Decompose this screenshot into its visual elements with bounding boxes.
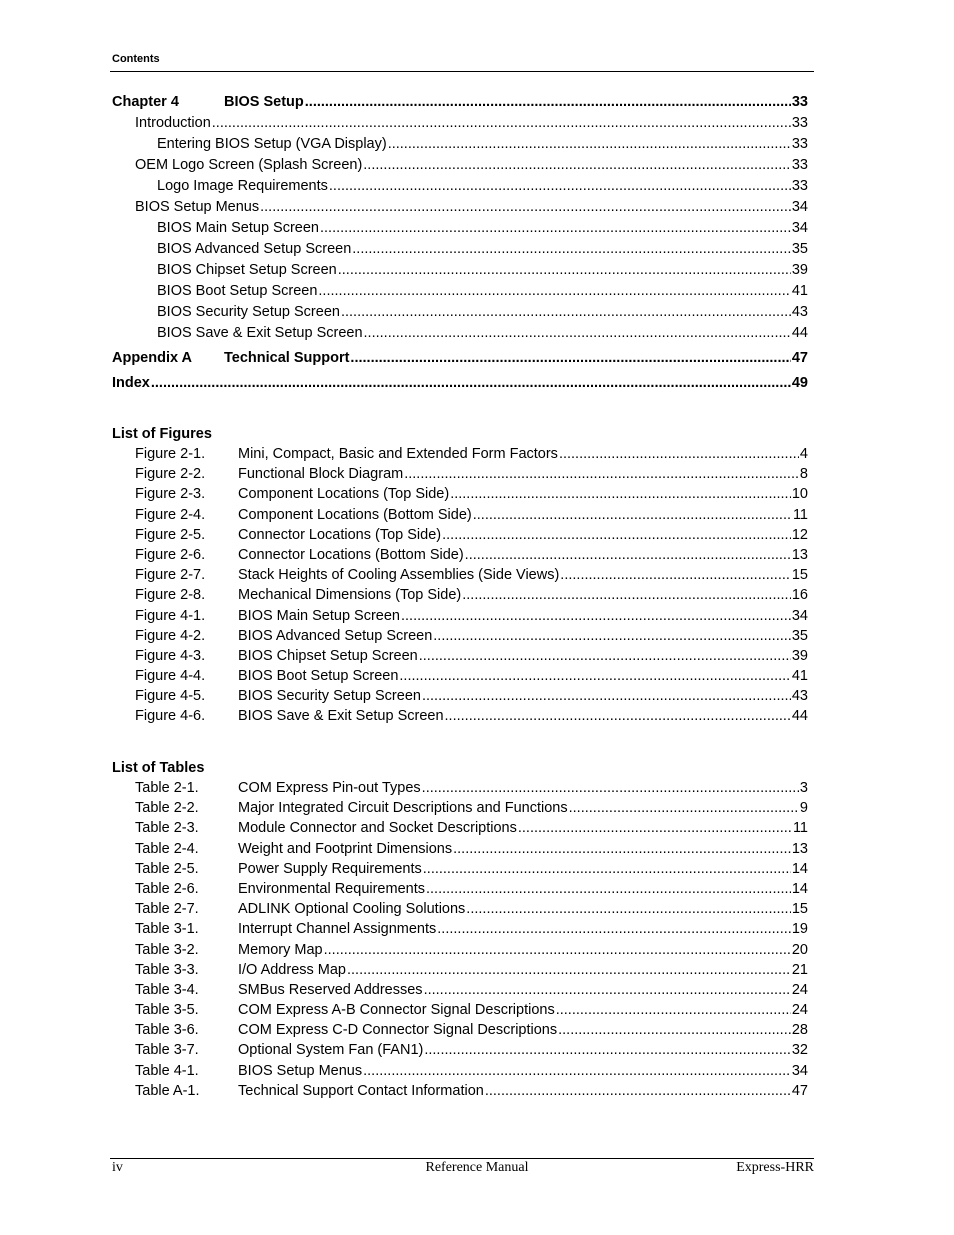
entry-label: Figure 2-1. — [135, 446, 206, 462]
entry-page: 12 — [791, 526, 808, 543]
entry-label: Table 3-6. — [135, 1022, 199, 1039]
entry-title: OEM Logo Screen (Splash Screen) — [135, 157, 363, 173]
entry-title: I/O Address Map — [238, 961, 346, 978]
entry-page: 11 — [792, 820, 808, 837]
dot-leader — [426, 879, 791, 899]
entry-page: 3 — [799, 780, 808, 796]
entry-label: Table 2-1. — [135, 780, 199, 796]
entry-label: Table 3-7. — [135, 1042, 199, 1059]
footer-rule — [110, 1158, 814, 1159]
chapter-title: BIOS Setup — [224, 94, 304, 110]
entry-label: Table 3-1. — [135, 921, 199, 938]
entry-title: Environmental Requirements — [238, 880, 425, 897]
appendix-label: Appendix A — [112, 350, 193, 366]
chapter-label: Chapter 4 — [112, 94, 179, 110]
entry-title: Connector Locations (Bottom Side) — [238, 546, 464, 563]
dot-leader — [559, 444, 799, 464]
table-entry[interactable] — [112, 960, 808, 980]
dot-leader — [352, 239, 791, 260]
entry-title: BIOS Save & Exit Setup Screen — [238, 708, 444, 725]
dot-leader — [151, 373, 791, 394]
entry-title: BIOS Security Setup Screen — [157, 304, 340, 320]
entry-title: Connector Locations (Top Side) — [238, 526, 442, 543]
table-entry[interactable] — [112, 1040, 808, 1060]
entry-title: Technical Support Contact Information — [238, 1082, 484, 1099]
footer-page-number: iv — [112, 1160, 123, 1175]
entry-title: Functional Block Diagram — [238, 466, 404, 483]
entry-title: BIOS Save & Exit Setup Screen — [157, 325, 363, 341]
footer-product: Express-HRR — [736, 1160, 814, 1175]
entry-page: 47 — [791, 1082, 808, 1099]
toc-entries — [112, 113, 808, 344]
entry-page: 43 — [791, 304, 808, 320]
entry-page: 28 — [791, 1022, 808, 1039]
figure-list — [112, 444, 808, 727]
entry-title: COM Express C-D Connector Signal Descriptions — [238, 1022, 558, 1039]
dot-leader — [318, 281, 790, 302]
table-entry[interactable] — [112, 798, 808, 818]
entry-page: 21 — [791, 961, 808, 978]
figure-entry[interactable] — [112, 505, 808, 525]
table-entry[interactable] — [112, 859, 808, 879]
dot-leader — [423, 859, 791, 879]
table-entry[interactable] — [112, 879, 808, 899]
figure-entry[interactable] — [112, 646, 808, 666]
dot-leader — [338, 260, 791, 281]
dot-leader — [445, 706, 791, 726]
entry-label: Table 2-5. — [135, 860, 199, 877]
figure-entry[interactable] — [112, 686, 808, 706]
table-entry[interactable] — [112, 919, 808, 939]
header-rule — [110, 71, 814, 72]
toc-entry[interactable] — [112, 260, 808, 281]
dot-leader — [556, 1000, 791, 1020]
table-entry[interactable] — [112, 940, 808, 960]
entry-label: Table 2-4. — [135, 840, 199, 857]
entry-title: BIOS Chipset Setup Screen — [157, 262, 337, 278]
dot-leader — [453, 839, 791, 859]
entry-page: 14 — [791, 880, 808, 897]
dot-leader — [404, 464, 799, 484]
entry-page: 33 — [791, 178, 808, 194]
dot-leader — [347, 960, 791, 980]
table-list — [112, 778, 808, 1101]
entry-page: 39 — [791, 262, 808, 278]
table-entry[interactable] — [112, 899, 808, 919]
dot-leader — [341, 302, 791, 323]
entry-label: Table 3-5. — [135, 1002, 199, 1019]
figure-entry[interactable] — [112, 706, 808, 726]
toc-entry[interactable] — [112, 302, 808, 323]
entry-title: BIOS Setup Menus — [238, 1062, 363, 1079]
entry-title: BIOS Boot Setup Screen — [157, 283, 318, 299]
entry-page: 24 — [791, 1002, 808, 1019]
entry-page: 34 — [791, 220, 808, 236]
toc-entry[interactable] — [112, 176, 808, 197]
dot-leader — [399, 666, 790, 686]
toc-entry[interactable] — [112, 197, 808, 218]
entry-page: 13 — [791, 546, 808, 563]
entry-title: Stack Heights of Cooling Assemblies (Side Views) — [238, 567, 560, 584]
table-entry[interactable] — [112, 1000, 808, 1020]
dot-leader — [560, 565, 791, 585]
entry-page: 20 — [791, 941, 808, 958]
index-page: 49 — [791, 375, 808, 391]
chapter-page: 33 — [791, 94, 808, 110]
dot-leader — [363, 1061, 791, 1081]
entry-title: Memory Map — [238, 941, 323, 958]
entry-title: BIOS Advanced Setup Screen — [238, 627, 433, 644]
entry-label: Table 3-4. — [135, 981, 199, 998]
table-entry[interactable] — [112, 778, 808, 798]
entry-title: BIOS Main Setup Screen — [157, 220, 319, 236]
dot-leader — [473, 505, 792, 525]
dot-leader — [260, 197, 791, 218]
entry-label: Figure 4-6. — [135, 708, 206, 725]
entry-title: COM Express A-B Connector Signal Descriptions — [238, 1002, 555, 1019]
entry-page: 16 — [791, 587, 808, 604]
entry-title: Interrupt Channel Assignments — [238, 921, 437, 938]
dot-leader — [558, 1020, 791, 1040]
dot-leader — [442, 525, 791, 545]
dot-leader — [422, 778, 799, 798]
table-entry[interactable] — [112, 980, 808, 1000]
toc-entry[interactable] — [112, 134, 808, 155]
entry-title: ADLINK Optional Cooling Solutions — [238, 901, 466, 918]
entry-label: Figure 2-7. — [135, 567, 206, 584]
toc-entry[interactable] — [112, 281, 808, 302]
table-entry[interactable] — [112, 839, 808, 859]
entry-label: Table 2-2. — [135, 800, 199, 817]
entry-page: 34 — [791, 607, 808, 624]
dot-leader — [569, 798, 799, 818]
entry-label: Table A-1. — [135, 1082, 200, 1099]
entry-page: 34 — [791, 1062, 808, 1079]
figure-entry[interactable] — [112, 545, 808, 565]
entry-label: Figure 2-3. — [135, 486, 206, 503]
entry-title: Weight and Footprint Dimensions — [238, 840, 453, 857]
dot-leader — [388, 134, 791, 155]
entry-label: Table 3-2. — [135, 941, 199, 958]
index-title: Index — [112, 375, 150, 391]
entry-label: Table 4-1. — [135, 1062, 199, 1079]
entry-page: 10 — [791, 486, 808, 503]
dot-leader — [485, 1081, 791, 1101]
entry-title: BIOS Advanced Setup Screen — [157, 241, 352, 257]
dot-leader — [518, 818, 792, 838]
entry-title: COM Express Pin-out Types — [238, 780, 421, 796]
entry-label: Figure 4-3. — [135, 647, 206, 664]
dot-leader — [363, 155, 791, 176]
entry-page: 41 — [791, 283, 808, 299]
entry-label: Figure 4-2. — [135, 627, 206, 644]
entry-page: 32 — [791, 1042, 808, 1059]
entry-page: 33 — [791, 115, 808, 131]
entry-page: 41 — [791, 668, 808, 685]
entry-page: 24 — [791, 981, 808, 998]
figure-entry[interactable] — [112, 484, 808, 504]
dot-leader — [324, 940, 791, 960]
entry-title: SMBus Reserved Addresses — [238, 981, 423, 998]
entry-title: BIOS Setup Menus — [135, 199, 260, 215]
figure-entry[interactable] — [112, 464, 808, 484]
entry-page: 35 — [791, 627, 808, 644]
figure-entry[interactable] — [112, 666, 808, 686]
entry-title: Entering BIOS Setup (VGA Display) — [157, 136, 387, 152]
dot-leader — [450, 484, 791, 504]
tables-heading: List of Tables — [112, 760, 205, 776]
dot-leader — [424, 980, 791, 1000]
index-entry[interactable] — [112, 373, 808, 394]
figure-entry[interactable] — [112, 565, 808, 585]
chapter-entry[interactable] — [112, 92, 808, 113]
entry-title: Module Connector and Socket Descriptions — [238, 820, 517, 837]
entry-page: 13 — [791, 840, 808, 857]
entry-label: Figure 2-6. — [135, 546, 206, 563]
entry-label: Figure 4-1. — [135, 607, 206, 624]
entry-label: Figure 2-5. — [135, 526, 206, 543]
entry-page: 14 — [791, 860, 808, 877]
dot-leader — [424, 1040, 791, 1060]
dot-leader — [329, 176, 791, 197]
dot-leader — [419, 646, 791, 666]
entry-page: 34 — [791, 199, 808, 215]
entry-title: BIOS Boot Setup Screen — [238, 668, 399, 685]
entry-label: Figure 2-4. — [135, 506, 206, 523]
appendix-entry[interactable] — [112, 348, 808, 369]
entry-title: Power Supply Requirements — [238, 860, 422, 877]
entry-label: Figure 2-8. — [135, 587, 206, 604]
figure-entry[interactable] — [112, 585, 808, 605]
dot-leader — [462, 585, 791, 605]
dot-leader — [305, 92, 791, 113]
dot-leader — [320, 218, 791, 239]
entry-page: 8 — [799, 466, 808, 483]
entry-label: Table 2-6. — [135, 880, 199, 897]
entry-page: 4 — [799, 446, 808, 462]
entry-title: Mini, Compact, Basic and Extended Form Factors — [238, 446, 558, 462]
entry-page: 44 — [791, 708, 808, 725]
dot-leader — [466, 899, 791, 919]
entry-title: Component Locations (Bottom Side) — [238, 506, 472, 523]
dot-leader — [437, 919, 791, 939]
entry-page: 9 — [799, 800, 808, 817]
table-entry[interactable] — [112, 1020, 808, 1040]
footer-title: Reference Manual — [425, 1160, 529, 1175]
toc-entry[interactable] — [112, 323, 808, 344]
entry-page: 11 — [792, 506, 808, 523]
entry-label: Figure 4-4. — [135, 668, 206, 685]
entry-title: Major Integrated Circuit Descriptions and Functions — [238, 800, 568, 817]
toc-entry[interactable] — [112, 218, 808, 239]
entry-title: Component Locations (Top Side) — [238, 486, 450, 503]
entry-title: Mechanical Dimensions (Top Side) — [238, 587, 462, 604]
entry-label: Table 2-7. — [135, 901, 199, 918]
entry-page: 19 — [791, 921, 808, 938]
toc-entry[interactable] — [112, 113, 808, 134]
figure-entry[interactable] — [112, 626, 808, 646]
list-of-tables — [112, 758, 808, 1101]
figure-entry[interactable] — [112, 525, 808, 545]
table-entry[interactable] — [112, 1081, 808, 1101]
entry-page: 33 — [791, 136, 808, 152]
entry-title: Introduction — [135, 115, 211, 131]
chapter-toc — [112, 92, 808, 394]
entry-title: BIOS Main Setup Screen — [238, 607, 400, 624]
entry-title: Optional System Fan (FAN1) — [238, 1042, 424, 1059]
dot-leader — [465, 545, 791, 565]
entry-page: 33 — [791, 157, 808, 173]
entry-page: 35 — [791, 241, 808, 257]
toc-entry[interactable] — [112, 155, 808, 176]
figure-entry[interactable] — [112, 444, 808, 464]
entry-page: 43 — [791, 688, 808, 705]
figure-entry[interactable] — [112, 606, 808, 626]
dot-leader — [433, 626, 791, 646]
figures-heading: List of Figures — [112, 426, 212, 442]
list-of-figures — [112, 424, 808, 727]
appendix-page: 47 — [791, 350, 808, 366]
entry-title: BIOS Security Setup Screen — [238, 688, 421, 705]
dot-leader — [422, 686, 791, 706]
dot-leader — [212, 113, 791, 134]
entry-page: 15 — [791, 567, 808, 584]
table-entry[interactable] — [112, 1061, 808, 1081]
entry-page: 44 — [791, 325, 808, 341]
dot-leader — [401, 606, 791, 626]
dot-leader — [350, 348, 790, 369]
toc-entry[interactable] — [112, 239, 808, 260]
running-header: Contents — [112, 53, 160, 65]
appendix-title: Technical Support — [224, 350, 350, 366]
entry-label: Table 2-3. — [135, 820, 199, 837]
entry-label: Figure 2-2. — [135, 466, 206, 483]
entry-title: Logo Image Requirements — [157, 178, 328, 194]
entry-page: 15 — [791, 901, 808, 918]
dot-leader — [364, 323, 791, 344]
entry-label: Figure 4-5. — [135, 688, 206, 705]
entry-label: Table 3-3. — [135, 961, 199, 978]
entry-page: 39 — [791, 647, 808, 664]
table-entry[interactable] — [112, 818, 808, 838]
entry-title: BIOS Chipset Setup Screen — [238, 647, 418, 664]
